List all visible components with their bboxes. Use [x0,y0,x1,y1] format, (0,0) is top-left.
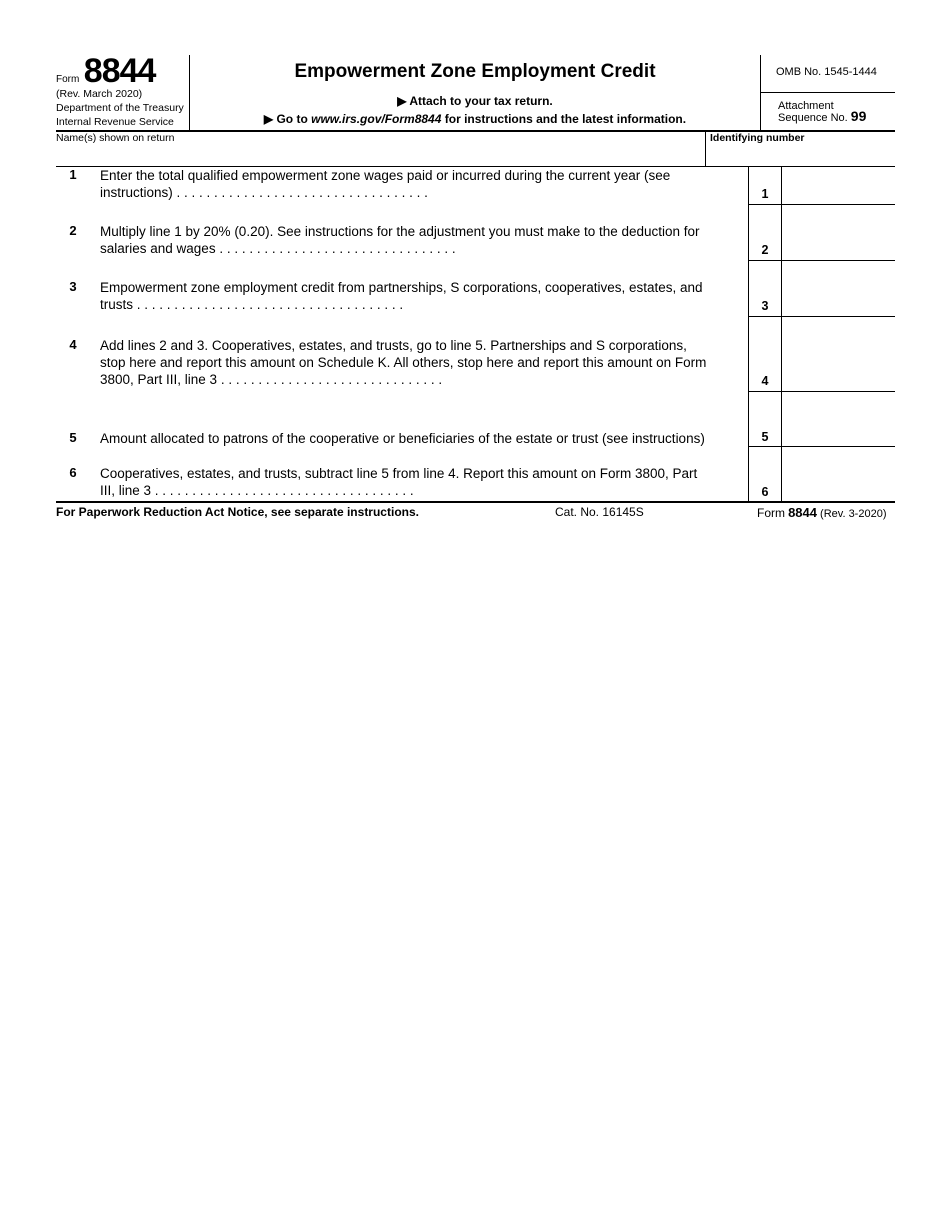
name-label: Name(s) shown on return [56,132,175,144]
form-title: Empowerment Zone Employment Credit [294,61,656,82]
line-5-box-label: 5 [761,430,769,444]
line-4-number: 4 [69,337,77,352]
line-5-number: 5 [69,430,77,445]
line-4-leader-dots: . . . . . . . . . . . . . . . . . . . . . . . . . . . . . . [220,372,443,387]
goto-suffix: for instructions and the latest information. [441,112,687,126]
goto-instruction [190,110,760,128]
line-1-amount-field[interactable] [783,172,893,202]
line-2-text [100,223,738,257]
service-name: Internal Revenue Service [56,116,174,128]
line-6-text [100,465,738,499]
line-3-text-b: trusts [100,297,134,312]
line-2-text-a: Multiply line 1 by 20% (0.20). See instructions for the adjustment you must make to the deduction for [100,224,700,239]
sequence-label: Sequence No. [778,112,848,124]
line-1-leader-dots: . . . . . . . . . . . . . . . . . . . . . . . . . . . . . . . . . . [176,185,428,200]
catalog-number: Cat. No. 16145S [555,505,644,519]
line-3-leader-dots: . . . . . . . . . . . . . . . . . . . . . . . . . . . . . . . . . . . . [136,297,404,312]
form-number: 8844 [83,52,156,90]
line-6-number: 6 [69,465,77,480]
footer-form-label: Form [757,506,785,520]
attachment-label: Attachment [778,100,834,112]
form-identifier [56,54,155,88]
footer-form-id [757,505,886,520]
form-revision: (Rev. March 2020) [56,88,143,100]
line-3-number: 3 [69,279,77,294]
line-1-number: 1 [69,167,77,182]
line-1-text-b: instructions) [100,185,173,200]
irs-url-link[interactable]: www.irs.gov/Form8844 [311,112,442,126]
line-4-text-a: Add lines 2 and 3. Cooperatives, estates, and trusts, go to line 5. Partnerships and S corporations, [100,338,687,353]
line-4-text [100,337,738,388]
paperwork-notice-text: For Paperwork Reduction Act Notice, see separate instructions. [56,505,419,519]
line-3-text-a: Empowerment zone employment credit from partnerships, S corporations, cooperatives, estates, and [100,280,703,295]
form-label: Form [56,74,80,85]
line-3-amount-field[interactable] [783,284,893,314]
line-3-box-label: 3 [761,299,769,313]
name-field[interactable] [56,146,701,166]
line-2-amount-field[interactable] [783,228,893,258]
line-2-number: 2 [69,223,77,238]
goto-prefix: ▶ Go to [263,112,312,126]
line-3-text [100,279,738,313]
footer-form-number: 8844 [788,505,817,520]
paperwork-notice [56,505,419,519]
department-name: Department of the Treasury [56,102,184,114]
line-6-text-a: Cooperatives, estates, and trusts, subtract line 5 from line 4. Report this amount on Form 3800, Part [100,466,698,481]
line-6-text-b: III, line 3 [100,483,152,498]
sequence-number: 99 [850,108,867,124]
identifying-number-label: Identifying number [710,132,805,144]
line-1-text [100,167,738,201]
line-1-text-a: Enter the total qualified empowerment zone wages paid or incurred during the current year (see [100,168,671,183]
line-5-text-a: Amount allocated to patrons of the cooperative or beneficiaries of the estate or trust (see instructions) [100,431,705,446]
line-6-amount-field[interactable] [783,468,893,498]
line-5-amount-field[interactable] [783,413,893,443]
line-5-text [100,430,740,447]
footer-form-revision: (Rev. 3-2020) [820,508,887,520]
line-1-box-label: 1 [761,187,769,201]
line-6-leader-dots: . . . . . . . . . . . . . . . . . . . . . . . . . . . . . . . . . . . [154,483,414,498]
line-4-box-label: 4 [761,374,769,388]
line-4-text-c: stop here and report this amount on Schedule K. All others, stop here and report this amount on Form [100,355,707,370]
sequence-block [778,110,866,124]
line-2-text-b: salaries and wages [100,241,216,256]
line-2-leader-dots: . . . . . . . . . . . . . . . . . . . . . . . . . . . . . . . . [219,241,456,256]
line-6-box-label: 6 [761,485,769,499]
identifying-number-field[interactable] [710,146,890,166]
line-2-box-label: 2 [761,243,769,257]
omb-number: OMB No. 1545-1444 [776,66,877,78]
line-4-amount-field[interactable] [783,358,893,388]
attach-instruction: ▶ Attach to your tax return. [397,94,553,108]
line-4-text-b: 3800, Part III, line 3 [100,372,218,387]
